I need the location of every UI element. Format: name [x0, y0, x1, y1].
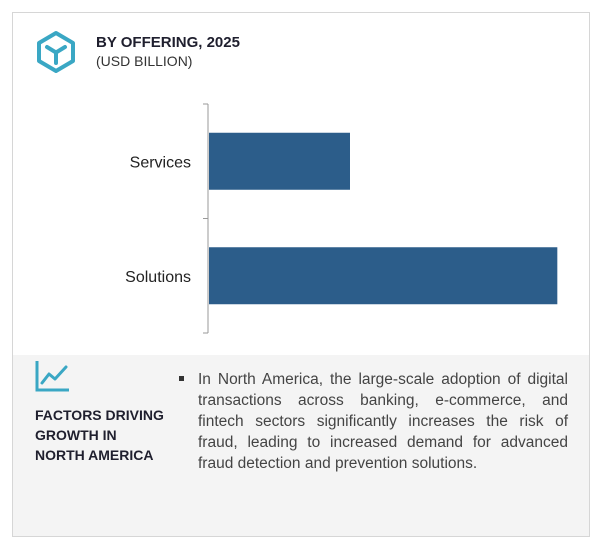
chart-subtitle: (USD BILLION) — [96, 53, 193, 69]
trend-line-icon — [35, 359, 71, 393]
factors-panel — [13, 355, 589, 536]
factors-title — [35, 405, 185, 465]
factors-title-line: GROWTH IN — [35, 427, 117, 443]
bar-services — [209, 133, 350, 190]
bullet-square-icon — [179, 376, 184, 381]
factors-title-line: NORTH AMERICA — [35, 447, 154, 463]
bar-solutions — [209, 247, 557, 304]
chart-title: BY OFFERING, 2025 — [96, 34, 240, 51]
bullet-text: In North America, the large-scale adoption of digital transactions across banking, e-commerce, and fintech sectors significantly increases the risk of fraud, leading to increased demand for advanced fraud detection and prevention solutions. — [198, 371, 568, 472]
category-label: Services — [129, 154, 191, 172]
category-label: Solutions — [125, 268, 191, 286]
factors-title-line: FACTORS DRIVING — [35, 407, 164, 423]
